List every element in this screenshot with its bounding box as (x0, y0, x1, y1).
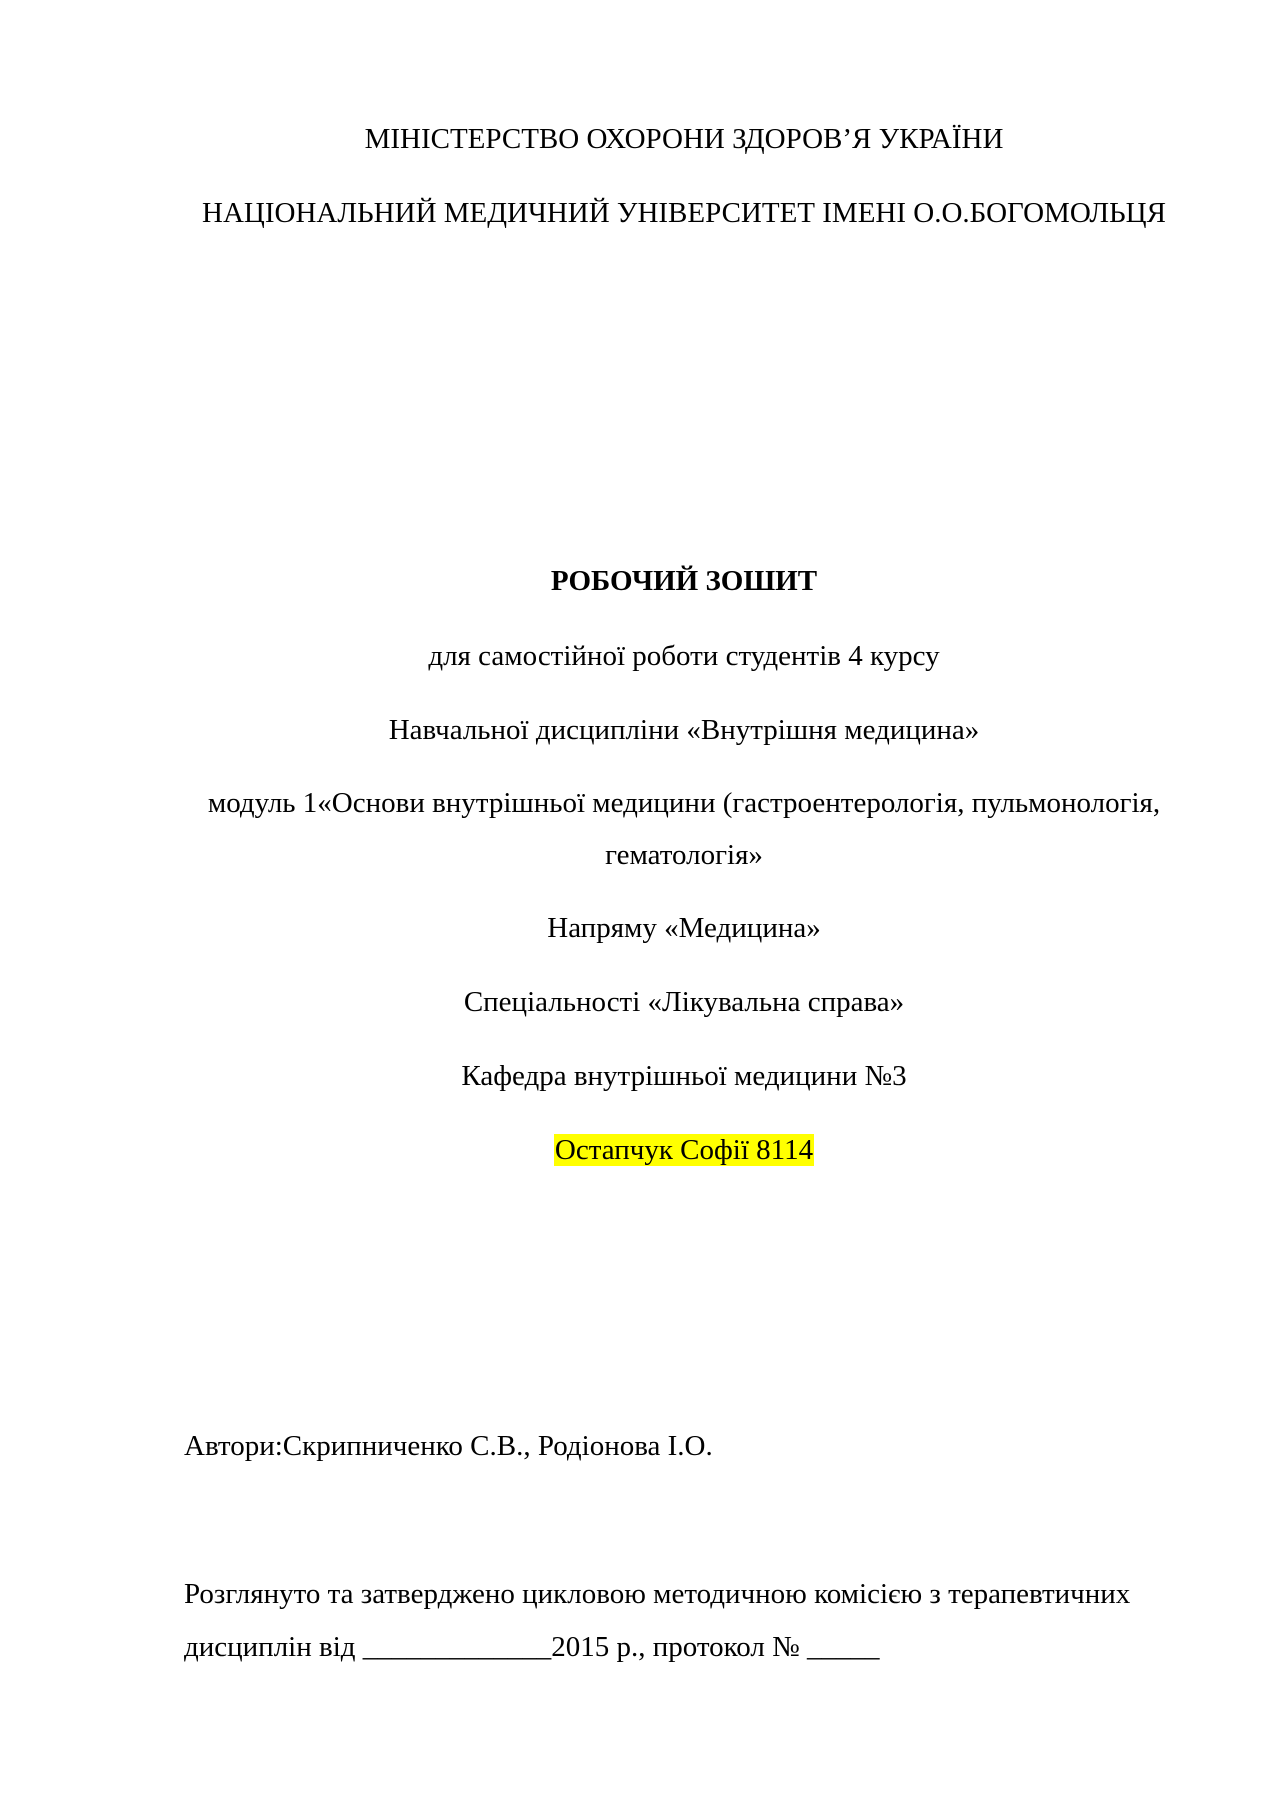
specialty-line: Спеціальності «Лікувальна справа» (463, 986, 905, 1018)
approval-line-1: Розглянуто та затверджено цикловою методичною комісією з терапевтичних (184, 1578, 1131, 1610)
direction-line: Напряму «Медицина» (547, 912, 821, 944)
department-line: Кафедра внутрішньої медицини №3 (461, 1060, 907, 1092)
ministry-heading: МІНІСТЕРСТВО ОХОРОНИ ЗДОРОВ’Я УКРАЇНИ (364, 123, 1004, 155)
university-heading: НАЦІОНАЛЬНИЙ МЕДИЧНИЙ УНІВЕРСИТЕТ ІМЕНІ О.О.БОГОМОЛЬЦЯ (202, 197, 1166, 229)
student-name-line (184, 1132, 1184, 1168)
document-subtitle: для самостійної роботи студентів 4 курсу (428, 640, 940, 672)
student-name: Остапчук Софії 8114 (554, 1134, 814, 1166)
approval-line-2: дисциплін від _____________2015 р., протокол № _____ (184, 1631, 880, 1663)
authors-line: Автори:Скрипниченко С.В., Родіонова І.О. (184, 1430, 713, 1462)
module-line-1: модуль 1«Основи внутрішньої медицини (гастроентерологія, пульмонологія, (207, 787, 1161, 819)
document-title: РОБОЧИЙ ЗОШИТ (550, 565, 818, 597)
discipline-line: Навчальної дисципліни «Внутрішня медицина» (388, 714, 980, 746)
module-line-2: гематологія» (605, 839, 763, 871)
